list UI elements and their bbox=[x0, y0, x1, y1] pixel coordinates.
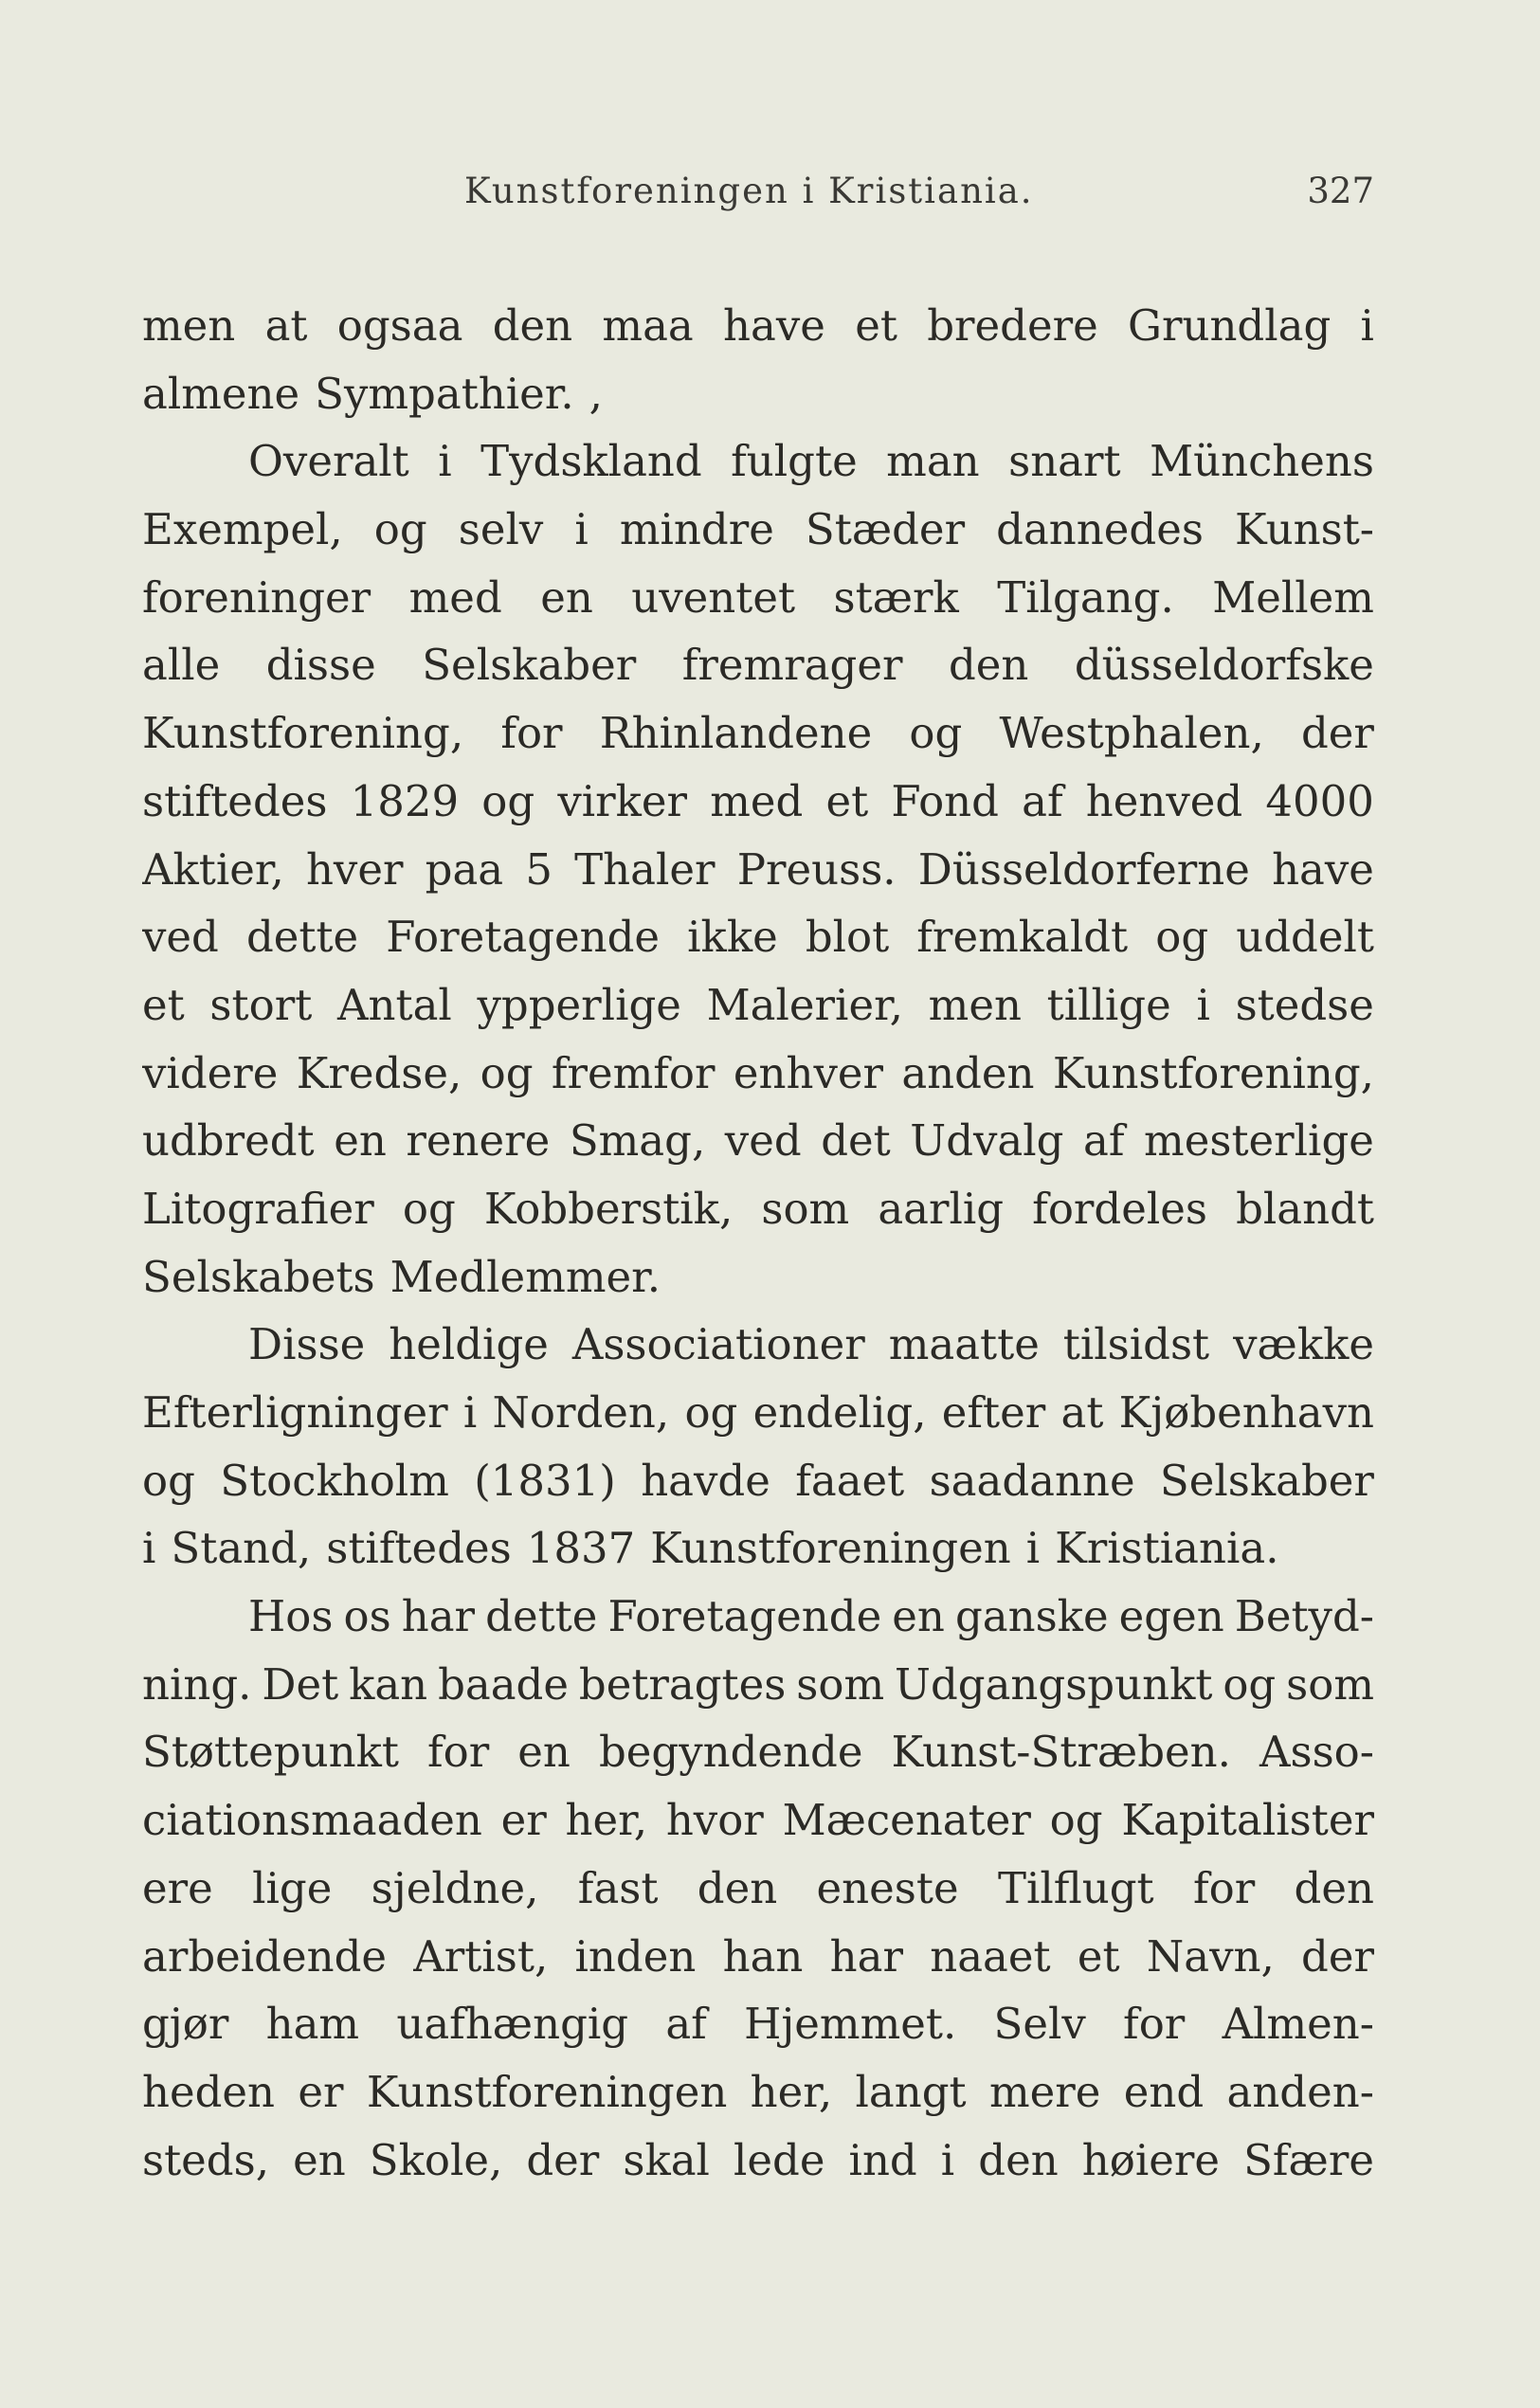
text-line bbox=[142, 1923, 1374, 1991]
word: heldige bbox=[389, 1319, 549, 1370]
word: Kredse, bbox=[296, 1047, 462, 1098]
word: Kunstforeningen bbox=[366, 2066, 728, 2117]
word: ind bbox=[848, 2134, 917, 2185]
word: og bbox=[909, 708, 963, 759]
word: paa bbox=[425, 843, 504, 895]
word: der bbox=[526, 2134, 600, 2185]
word: fordeles bbox=[1032, 1183, 1207, 1234]
word: det bbox=[821, 1115, 891, 1167]
word: steds, bbox=[142, 2134, 270, 2185]
text-line bbox=[142, 1379, 1374, 1447]
text-line bbox=[142, 2127, 1374, 2195]
word: for bbox=[1192, 1862, 1256, 1913]
word: ere bbox=[142, 1862, 213, 1913]
word: fulgte bbox=[731, 436, 858, 487]
word: i bbox=[940, 2134, 955, 2185]
word: en bbox=[334, 1115, 387, 1167]
word: Efterligninger bbox=[142, 1387, 448, 1438]
text-line bbox=[142, 1651, 1374, 1719]
word: Kunstforeningen bbox=[650, 1523, 1011, 1574]
word: og bbox=[402, 1183, 456, 1234]
text-line bbox=[142, 768, 1374, 836]
text-line bbox=[142, 631, 1374, 699]
word: som bbox=[761, 1183, 850, 1234]
word: faaet bbox=[795, 1455, 905, 1506]
text-line bbox=[142, 1990, 1374, 2058]
word: Aktier, bbox=[142, 843, 284, 895]
word: Grundlag bbox=[1128, 300, 1332, 351]
word: mesterlige bbox=[1144, 1115, 1374, 1167]
word: Mæcenater bbox=[782, 1795, 1031, 1846]
word: Disse bbox=[248, 1319, 366, 1370]
word: inden bbox=[574, 1930, 697, 1982]
word: fremfor bbox=[551, 1047, 716, 1098]
word: Westphalen, bbox=[999, 708, 1264, 759]
word: i bbox=[462, 1387, 478, 1438]
word: tilsidst bbox=[1062, 1319, 1210, 1370]
word: (1831) bbox=[474, 1455, 616, 1506]
text-line bbox=[142, 1514, 1374, 1583]
word: og bbox=[142, 1455, 195, 1506]
word: med bbox=[710, 775, 804, 826]
text-line bbox=[142, 2058, 1374, 2127]
word: Foretagende bbox=[386, 912, 661, 963]
word: men bbox=[928, 979, 1022, 1030]
word: en bbox=[517, 1727, 571, 1778]
word: stiftedes bbox=[142, 775, 328, 826]
word: mere bbox=[988, 2066, 1101, 2117]
word: for bbox=[1123, 1999, 1186, 2050]
word: Kjøbenhavn bbox=[1118, 1387, 1374, 1438]
running-head bbox=[142, 171, 1374, 227]
word: der bbox=[1301, 1930, 1374, 1982]
word: stiftedes bbox=[326, 1523, 512, 1574]
word: Overalt bbox=[248, 436, 409, 487]
word: Mellem bbox=[1212, 571, 1374, 623]
word: af bbox=[1022, 775, 1063, 826]
word: havde bbox=[641, 1455, 770, 1506]
word: os bbox=[343, 1591, 391, 1642]
word: udbredt bbox=[142, 1115, 315, 1167]
word: anden- bbox=[1226, 2066, 1374, 2117]
word: 1829 bbox=[350, 775, 460, 826]
word: Artist, bbox=[413, 1930, 549, 1982]
word: Stand, bbox=[171, 1523, 312, 1574]
word: den bbox=[697, 1862, 778, 1913]
word: 5 bbox=[525, 843, 553, 895]
word: naaet bbox=[930, 1930, 1051, 1982]
text-line bbox=[142, 360, 1374, 428]
word: Selskabets bbox=[142, 1251, 375, 1302]
word: 1837 bbox=[526, 1523, 636, 1574]
word: 4000 bbox=[1265, 775, 1374, 826]
word: Malerier, bbox=[706, 979, 903, 1030]
word: Thaler bbox=[574, 843, 716, 895]
word: anden bbox=[901, 1047, 1035, 1098]
word: ning. bbox=[142, 1658, 252, 1710]
word: endelig, bbox=[752, 1387, 927, 1438]
word: men bbox=[142, 300, 236, 351]
word: Kunstforening, bbox=[142, 708, 464, 759]
word: Fond bbox=[891, 775, 999, 826]
body-text bbox=[142, 292, 1374, 2194]
word: og bbox=[1049, 1795, 1103, 1846]
word: arbeidende bbox=[142, 1930, 388, 1982]
word: Selskaber bbox=[1159, 1455, 1374, 1506]
text-line bbox=[142, 1040, 1374, 1108]
word: et bbox=[142, 979, 185, 1030]
word: Hjemmet. bbox=[744, 1999, 957, 2050]
word: ved bbox=[724, 1115, 802, 1167]
word: i bbox=[1025, 1523, 1041, 1574]
word: her, bbox=[565, 1795, 648, 1846]
word: at bbox=[264, 300, 308, 351]
word: lige bbox=[252, 1862, 333, 1913]
text-line bbox=[142, 496, 1374, 564]
word: for bbox=[426, 1727, 490, 1778]
word: kan bbox=[349, 1658, 428, 1710]
text-line bbox=[142, 1855, 1374, 1923]
word: Antal bbox=[337, 979, 452, 1030]
word: Tilflugt bbox=[997, 1862, 1154, 1913]
text-line bbox=[142, 699, 1374, 768]
text-line bbox=[142, 903, 1374, 971]
word: aarlig bbox=[878, 1183, 1005, 1234]
word: i bbox=[1360, 300, 1374, 351]
word: den bbox=[948, 640, 1029, 691]
word: man bbox=[886, 436, 980, 487]
word: har bbox=[401, 1591, 476, 1642]
word: ypperlige bbox=[477, 979, 681, 1030]
word: Kunst- bbox=[1235, 504, 1374, 555]
word: sjeldne, bbox=[371, 1862, 539, 1913]
word: videre bbox=[142, 1047, 279, 1098]
word: Kunst-Stræben. bbox=[891, 1727, 1231, 1778]
word: Rhinlandene bbox=[599, 708, 873, 759]
word: Navn, bbox=[1146, 1930, 1275, 1982]
word: betragtes bbox=[578, 1658, 787, 1710]
word: dette bbox=[485, 1591, 598, 1642]
word: høiere bbox=[1081, 2134, 1220, 2185]
word: selv bbox=[458, 504, 544, 555]
word: den bbox=[1294, 1862, 1374, 1913]
word: henved bbox=[1085, 775, 1243, 826]
word: for bbox=[500, 708, 563, 759]
word: af bbox=[1083, 1115, 1125, 1167]
word: alle bbox=[142, 640, 221, 691]
word: Hos bbox=[248, 1591, 334, 1642]
word: og bbox=[373, 504, 427, 555]
word: uventet bbox=[631, 571, 796, 623]
word: vække bbox=[1233, 1319, 1374, 1370]
word: ham bbox=[265, 1999, 360, 2050]
word: Düsseldorferne bbox=[917, 843, 1250, 895]
word: og bbox=[480, 1047, 534, 1098]
word: begyndende bbox=[598, 1727, 863, 1778]
text-line bbox=[142, 1786, 1374, 1855]
word: den bbox=[492, 300, 573, 351]
word: almene bbox=[142, 368, 300, 419]
word: have bbox=[1272, 843, 1374, 895]
word: Det bbox=[262, 1658, 339, 1710]
word: ogsaa bbox=[336, 300, 463, 351]
word: heden bbox=[142, 2066, 276, 2117]
word: et bbox=[855, 300, 897, 351]
word: mindre bbox=[619, 504, 774, 555]
word: maatte bbox=[888, 1319, 1040, 1370]
word: foreninger bbox=[142, 571, 371, 623]
text-line bbox=[142, 427, 1374, 496]
word: hver bbox=[305, 843, 404, 895]
word: , bbox=[589, 368, 603, 419]
word: med bbox=[408, 571, 502, 623]
word: i bbox=[438, 436, 452, 487]
word: et bbox=[1077, 1930, 1120, 1982]
word: et bbox=[825, 775, 869, 826]
text-line bbox=[142, 292, 1374, 360]
word: Associationer bbox=[571, 1319, 865, 1370]
word: som bbox=[1286, 1658, 1374, 1710]
word: at bbox=[1060, 1387, 1104, 1438]
text-line bbox=[142, 1718, 1374, 1786]
word: Almen- bbox=[1222, 1999, 1374, 2050]
text-line bbox=[142, 836, 1374, 904]
word: gjør bbox=[142, 1999, 229, 2050]
text-line bbox=[142, 1107, 1374, 1175]
text-line bbox=[142, 1311, 1374, 1379]
word: i bbox=[142, 1523, 156, 1574]
word: han bbox=[722, 1930, 804, 1982]
word: ciationsmaaden bbox=[142, 1795, 482, 1846]
word: Sfære bbox=[1243, 2134, 1374, 2185]
word: Asso- bbox=[1259, 1727, 1374, 1778]
word: fast bbox=[577, 1862, 659, 1913]
text-line bbox=[142, 1175, 1374, 1243]
word: og bbox=[1155, 912, 1209, 963]
word: har bbox=[829, 1930, 903, 1982]
word: Selskaber bbox=[422, 640, 637, 691]
page-number: 327 bbox=[1307, 171, 1374, 211]
word: stort bbox=[209, 979, 313, 1030]
word: Sympathier. bbox=[315, 368, 574, 419]
word: en bbox=[293, 2134, 346, 2185]
text-line bbox=[142, 1583, 1374, 1651]
word: langt bbox=[855, 2066, 967, 2117]
word: uddelt bbox=[1236, 912, 1374, 963]
word: dette bbox=[245, 912, 359, 963]
word: dannedes bbox=[996, 504, 1204, 555]
word: Smag, bbox=[569, 1115, 706, 1167]
word: Skole, bbox=[369, 2134, 503, 2185]
word: ganske bbox=[954, 1591, 1109, 1642]
text-line bbox=[142, 971, 1374, 1040]
word: tillige bbox=[1046, 979, 1171, 1030]
word: Kunstforening, bbox=[1052, 1047, 1374, 1098]
word: saadanne bbox=[929, 1455, 1135, 1506]
word: stærk bbox=[833, 571, 959, 623]
text-line bbox=[142, 1447, 1374, 1515]
word: renere bbox=[406, 1115, 551, 1167]
word: en bbox=[540, 571, 593, 623]
word: Stæder bbox=[805, 504, 966, 555]
word: end bbox=[1123, 2066, 1205, 2117]
word: og bbox=[684, 1387, 738, 1438]
running-head-title: Kunstforeningen i Kristiania. bbox=[464, 171, 1034, 211]
word: her, bbox=[750, 2066, 833, 2117]
word: düsseldorfske bbox=[1074, 640, 1374, 691]
word: Exempel, bbox=[142, 504, 343, 555]
word: fremkaldt bbox=[916, 912, 1129, 963]
word: Udgangspunkt bbox=[895, 1658, 1213, 1710]
word: Preuss. bbox=[736, 843, 897, 895]
word: hvor bbox=[665, 1795, 764, 1846]
word: Norden, bbox=[492, 1387, 670, 1438]
word: er bbox=[500, 1795, 547, 1846]
word: Tilgang. bbox=[997, 571, 1174, 623]
word: fremrager bbox=[681, 640, 903, 691]
word: efter bbox=[941, 1387, 1046, 1438]
word: Medlemmer. bbox=[390, 1251, 661, 1302]
word: ikke bbox=[687, 912, 778, 963]
word: Kobberstik, bbox=[483, 1183, 734, 1234]
word: Udvalg bbox=[910, 1115, 1064, 1167]
word: Stockholm bbox=[220, 1455, 449, 1506]
word: er bbox=[298, 2066, 344, 2117]
word: bredere bbox=[927, 300, 1098, 351]
word: og bbox=[1223, 1658, 1277, 1710]
word: egen bbox=[1118, 1591, 1224, 1642]
word: lede bbox=[734, 2134, 825, 2185]
word: og bbox=[481, 775, 535, 826]
word: have bbox=[723, 300, 825, 351]
word: ved bbox=[142, 912, 219, 963]
word: skal bbox=[623, 2134, 710, 2185]
text-line bbox=[142, 564, 1374, 632]
word: Litografier bbox=[142, 1183, 374, 1234]
word: der bbox=[1301, 708, 1374, 759]
word: som bbox=[796, 1658, 885, 1710]
word: Münchens bbox=[1150, 436, 1374, 487]
word: snart bbox=[1008, 436, 1121, 487]
word: i bbox=[574, 504, 589, 555]
word: Betyd- bbox=[1234, 1591, 1374, 1642]
word: Foretagende bbox=[607, 1591, 882, 1642]
text-line bbox=[142, 1243, 1374, 1312]
word: blot bbox=[805, 912, 890, 963]
word: uafhængig bbox=[396, 1999, 629, 2050]
word: den bbox=[978, 2134, 1059, 2185]
word: virker bbox=[557, 775, 688, 826]
word: eneste bbox=[816, 1862, 959, 1913]
word: Kristiania. bbox=[1055, 1523, 1279, 1574]
word: en bbox=[892, 1591, 945, 1642]
word: baade bbox=[438, 1658, 569, 1710]
word: Støttepunkt bbox=[142, 1727, 399, 1778]
word: Selv bbox=[993, 1999, 1086, 2050]
word: enhver bbox=[733, 1047, 884, 1098]
word: maa bbox=[602, 300, 694, 351]
word: i bbox=[1196, 979, 1210, 1030]
word: disse bbox=[265, 640, 376, 691]
word: Kapitalister bbox=[1121, 1795, 1374, 1846]
word: Tydskland bbox=[480, 436, 702, 487]
word: stedse bbox=[1235, 979, 1374, 1030]
word: af bbox=[665, 1999, 707, 2050]
word: blandt bbox=[1236, 1183, 1374, 1234]
